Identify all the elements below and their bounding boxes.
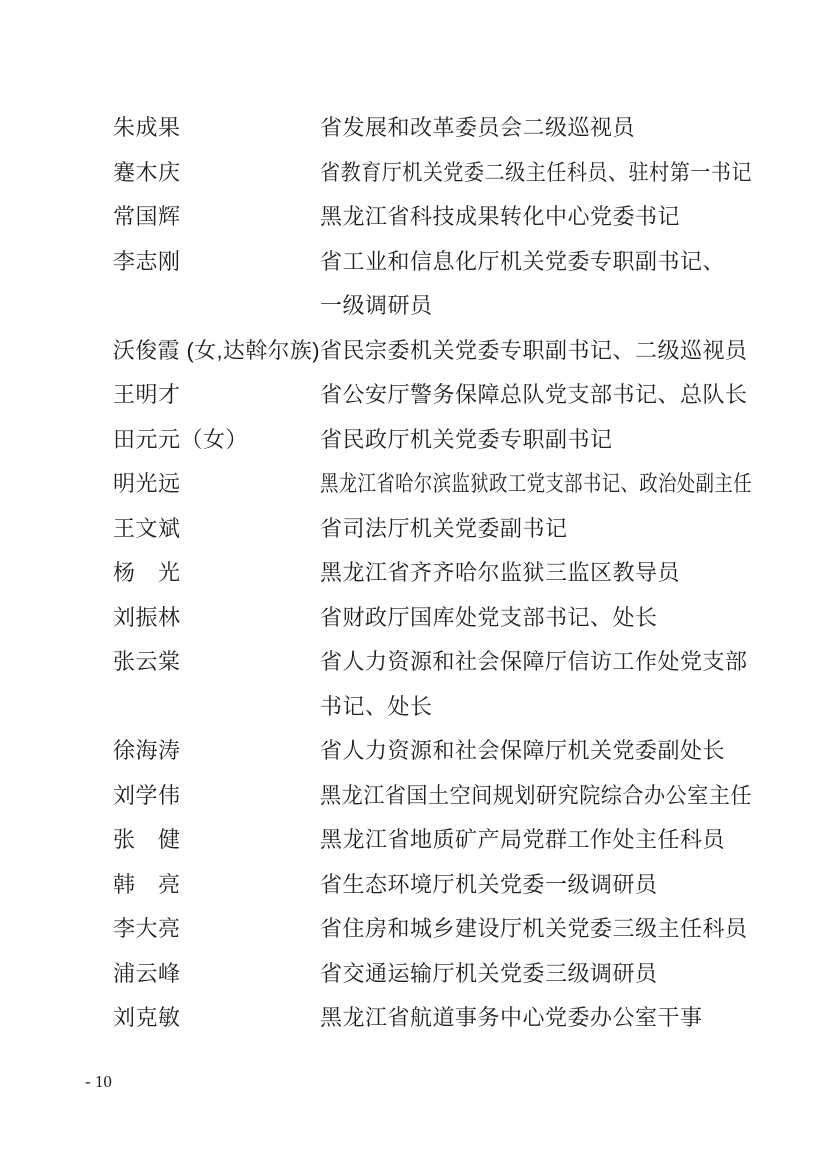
entry-name-cell xyxy=(113,952,320,997)
entry-name-cell xyxy=(113,151,320,196)
entry-row xyxy=(113,907,753,952)
entry-name: 张 健 xyxy=(113,827,181,852)
entry-row xyxy=(113,596,753,641)
entry-name: 李志刚 xyxy=(113,248,181,274)
entry-title-cell xyxy=(320,729,752,774)
entry-title-text: 黑龙江省地质矿产局党群工作处主任科员 xyxy=(320,827,726,852)
entry-row xyxy=(113,462,753,507)
entry-title-text: 省工业和信息化厅机关党委专职副书记、 xyxy=(320,248,726,274)
entry-name-cell xyxy=(113,507,320,552)
entry-title-cell xyxy=(320,418,752,463)
entry-name-cell xyxy=(113,418,320,463)
entry-title-text: 省交通运输厅机关党委三级调研员 xyxy=(320,960,658,986)
entry-title-text: 一级调研员 xyxy=(320,293,433,318)
entry-row xyxy=(113,640,753,729)
entry-title-text: 省民宗委机关党委专职副书记、二级巡视员 xyxy=(320,337,748,363)
entry-title-cell xyxy=(320,195,752,240)
entry-name: 张云棠 xyxy=(113,649,181,674)
entry-title-line xyxy=(320,106,752,151)
entry-title-cell xyxy=(320,329,752,374)
entry-title-text: 书记、处长 xyxy=(320,693,433,719)
entry-title-text: 黑龙江省科技成果转化中心党委书记 xyxy=(320,204,681,229)
entry-name: 刘学伟 xyxy=(113,782,181,808)
entry-title-cell xyxy=(320,907,752,952)
entry-name: 田元元（女） xyxy=(113,426,249,452)
entry-name: 刘振林 xyxy=(113,604,181,630)
entry-name: 蹇木庆 xyxy=(113,159,181,185)
entry-title-line xyxy=(320,774,752,819)
entry-name-cell xyxy=(113,863,320,908)
entry-name: 明光远 xyxy=(113,471,181,496)
entry-title-cell xyxy=(320,462,752,507)
entry-title-line xyxy=(320,373,752,418)
entry-name: 常国辉 xyxy=(113,204,181,229)
entry-name: 沃俊霞 (女,达斡尔族) xyxy=(113,337,320,363)
entry-title-line xyxy=(320,907,752,952)
entry-title-line xyxy=(320,195,752,240)
entry-name-cell xyxy=(113,774,320,819)
entry-title-line xyxy=(320,685,752,730)
entry-name: 韩 亮 xyxy=(113,871,181,897)
entry-title-cell xyxy=(320,373,752,418)
entry-name-cell xyxy=(113,329,320,374)
entry-title-text: 省人力资源和社会保障厅信访工作处党支部 xyxy=(320,649,748,674)
entry-title-cell xyxy=(320,596,752,641)
entry-name-cell xyxy=(113,818,320,863)
entries-list xyxy=(113,106,753,1041)
entry-title-line xyxy=(320,462,752,507)
entry-title-text: 省民政厅机关党委专职副书记 xyxy=(320,426,613,452)
entry-row xyxy=(113,195,753,240)
entry-name: 王文斌 xyxy=(113,515,181,541)
entry-name-cell xyxy=(113,240,320,285)
entry-row xyxy=(113,818,753,863)
entry-title-cell xyxy=(320,774,752,819)
entry-title-cell xyxy=(320,952,752,997)
entry-name: 刘克敏 xyxy=(113,1005,181,1030)
entry-name-cell xyxy=(113,907,320,952)
entry-title-text: 黑龙江省哈尔滨监狱政工党支部书记、政治处副主任 xyxy=(320,471,752,496)
entry-title-text: 省司法厅机关党委副书记 xyxy=(320,515,568,541)
entry-name-cell xyxy=(113,462,320,507)
entry-title-text: 省财政厅国库处党支部书记、处长 xyxy=(320,604,658,630)
entry-row xyxy=(113,418,753,463)
entry-row xyxy=(113,551,753,596)
entry-title-line xyxy=(320,818,752,863)
entry-title-text: 省住房和城乡建设厅机关党委三级主任科员 xyxy=(320,916,748,941)
entry-row xyxy=(113,106,753,151)
entry-title-text: 省公安厅警务保障总队党支部书记、总队长 xyxy=(320,382,748,407)
entry-title-text: 省生态环境厅机关党委一级调研员 xyxy=(320,871,658,897)
entry-name: 王明才 xyxy=(113,382,181,407)
entry-title-text: 省人力资源和社会保障厅机关党委副处长 xyxy=(320,738,726,763)
entry-name-cell xyxy=(113,729,320,774)
entry-name: 杨 光 xyxy=(113,560,181,585)
entry-title-text: 省发展和改革委员会二级巡视员 xyxy=(320,115,636,140)
entry-title-text: 黑龙江省航道事务中心党委办公室干事 xyxy=(320,1005,703,1030)
entry-row xyxy=(113,952,753,997)
entry-title-line xyxy=(320,284,752,329)
entry-row xyxy=(113,996,753,1041)
entry-title-cell xyxy=(320,996,752,1041)
entry-title-cell xyxy=(320,551,752,596)
entry-title-text: 黑龙江省国土空间规划研究院综合办公室主任 xyxy=(320,782,752,808)
entry-title-cell xyxy=(320,106,752,151)
entry-title-line xyxy=(320,507,752,552)
entry-name: 浦云峰 xyxy=(113,960,181,986)
entry-title-line xyxy=(320,863,752,908)
entry-row xyxy=(113,863,753,908)
entry-title-line xyxy=(320,952,752,997)
entry-title-cell xyxy=(320,640,752,729)
entry-row xyxy=(113,729,753,774)
entry-row xyxy=(113,240,753,329)
entry-name-cell xyxy=(113,195,320,240)
entry-row xyxy=(113,151,753,196)
entry-name-cell xyxy=(113,106,320,151)
entry-title-line xyxy=(320,996,752,1041)
entry-name-cell xyxy=(113,640,320,685)
entry-title-line xyxy=(320,418,752,463)
entry-title-line xyxy=(320,240,752,285)
entry-title-cell xyxy=(320,818,752,863)
entry-name-cell xyxy=(113,373,320,418)
entry-title-cell xyxy=(320,507,752,552)
entry-title-text: 黑龙江省齐齐哈尔监狱三监区教导员 xyxy=(320,560,681,585)
entry-title-line xyxy=(320,596,752,641)
entry-name: 朱成果 xyxy=(113,115,181,140)
entry-name-cell xyxy=(113,551,320,596)
entry-title-cell xyxy=(320,863,752,908)
entry-title-cell xyxy=(320,240,752,329)
page-number: - 10 xyxy=(85,1072,112,1091)
entry-title-line xyxy=(320,151,752,196)
entry-title-line xyxy=(320,640,752,685)
entry-title-line xyxy=(320,729,752,774)
entry-row xyxy=(113,507,753,552)
entry-name-cell xyxy=(113,596,320,641)
entry-title-cell xyxy=(320,151,752,196)
entry-name-cell xyxy=(113,996,320,1041)
entry-title-line xyxy=(320,551,752,596)
entry-row xyxy=(113,329,753,374)
entry-title-text: 省教育厅机关党委二级主任科员、驻村第一书记 xyxy=(320,159,752,185)
entry-row xyxy=(113,774,753,819)
entry-name: 徐海涛 xyxy=(113,738,181,763)
entry-row xyxy=(113,373,753,418)
entry-name: 李大亮 xyxy=(113,916,181,941)
entry-title-line xyxy=(320,329,752,374)
